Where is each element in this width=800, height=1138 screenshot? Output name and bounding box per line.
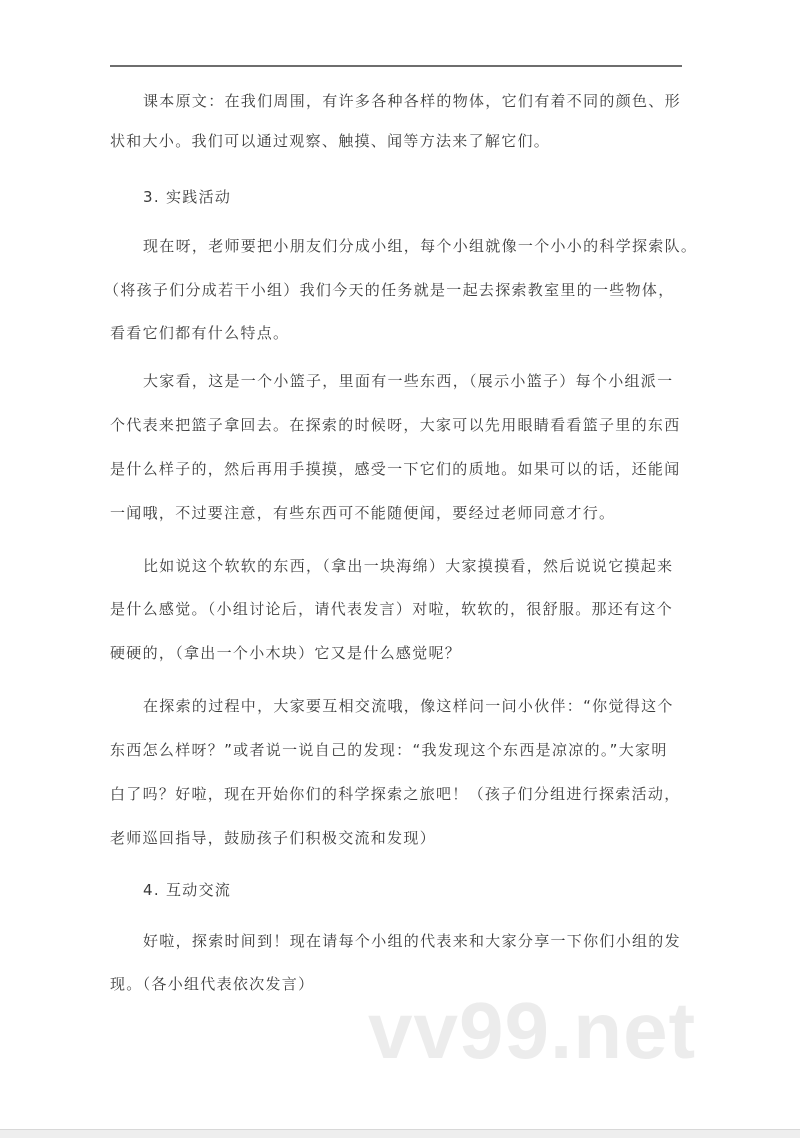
paragraph-line: 现在呀，老师要把小朋友们分成小组，每个小组就像一个小小的科学探索队。 [143, 237, 698, 255]
paragraph-line: （将孩子们分成若干小组）我们今天的任务就是一起去探索教室里的一些物体， [104, 281, 675, 299]
paragraph-line: 是什么样子的，然后再用手摸摸，感受一下它们的质地。如果可以的话，还能闻 [110, 460, 681, 478]
paragraph-line: 一闻哦，不过要注意，有些东西可不能随便闻，要经过老师同意才行。 [110, 504, 616, 522]
paragraph-line: 白了吗？好啦，现在开始你们的科学探索之旅吧！（孩子们分组进行探索活动， [110, 785, 681, 803]
paragraph-line: 东西怎么样呀？”或者说一说自己的发现：“我发现这个东西是凉凉的。”大家明 [110, 741, 668, 759]
paragraph-line: 比如说这个软软的东西，（拿出一块海绵）大家摸摸看，然后说说它摸起来 [143, 557, 674, 575]
paragraph-line: 硬硬的，（拿出一个小木块）它又是什么感觉呢？ [110, 644, 462, 662]
paragraph-line: 看看它们都有什么特点。 [110, 324, 290, 342]
watermark: vv99.net [368, 986, 697, 1075]
section-heading: 3. 实践活动 [143, 188, 232, 206]
paragraph-line: 老师巡回指导，鼓励孩子们积极交流和发现） [110, 829, 437, 847]
paragraph-line: 现。（各小组代表依次发言） [110, 975, 315, 993]
section-heading: 4. 互动交流 [143, 881, 232, 899]
header-rule [110, 65, 682, 67]
paragraph-line: 是什么感觉。（小组讨论后，请代表发言）对啦，软软的，很舒服。那还有这个 [110, 600, 674, 618]
paragraph-line: 状和大小。我们可以通过观察、触摸、闻等方法来了解它们。 [110, 132, 551, 150]
paragraph-line: 大家看，这是一个小篮子，里面有一些东西，（展示小篮子）每个小组派一 [143, 372, 674, 390]
paragraph-line: 在探索的过程中，大家要互相交流哦，像这样问一问小伙伴：“你觉得这个 [143, 697, 674, 715]
paragraph-line: 个代表来把篮子拿回去。在探索的时候呀，大家可以先用眼睛看看篮子里的东西 [110, 416, 681, 434]
paragraph-line: 课本原文：在我们周围，有许多各种各样的物体，它们有着不同的颜色、形 [143, 92, 681, 110]
paragraph-line: 好啦，探索时间到！现在请每个小组的代表来和大家分享一下你们小组的发 [143, 932, 681, 950]
